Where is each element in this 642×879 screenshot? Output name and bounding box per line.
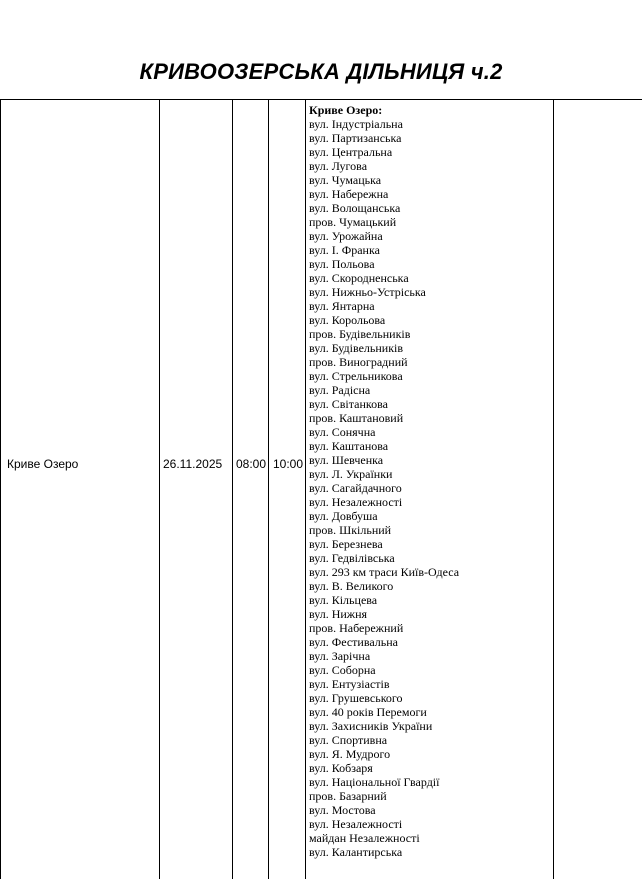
street-item: вул. Лугова [309, 159, 368, 173]
street-item: вул. 40 років Перемоги [309, 705, 427, 719]
street-item: вул. Сагайдачного [309, 481, 402, 495]
settlement-cell [0, 100, 160, 879]
street-item: вул. Стрельникова [309, 369, 403, 383]
start-time-cell [233, 100, 269, 879]
street-item: вул. Національної Гвардії [309, 775, 440, 789]
date-cell [160, 100, 233, 879]
street-item: пров. Чумацький [309, 215, 397, 229]
street-item: вул. І. Франка [309, 243, 380, 257]
street-item: вул. Спортивна [309, 733, 388, 747]
street-item: вул. Скородненська [309, 271, 409, 285]
schedule-table [0, 99, 642, 879]
street-item: вул. Калантирська [309, 845, 403, 859]
street-item: вул. Незалежності [309, 817, 403, 831]
street-item: пров. Шкільний [309, 523, 392, 537]
streets-list [309, 103, 553, 859]
street-item: вул. Захисників України [309, 719, 433, 733]
end-time: 10:00 [273, 457, 304, 471]
street-item: вул. Мостова [309, 803, 376, 817]
street-item: вул. В. Великого [309, 579, 394, 593]
street-item: вул. Шевченка [309, 453, 384, 467]
streets-heading: Криве Озеро: [309, 103, 383, 117]
street-item: вул. Л. Українки [309, 467, 393, 481]
streets-cell [306, 100, 554, 879]
street-item: пров. Набережний [309, 621, 404, 635]
street-item: вул. Незалежності [309, 495, 403, 509]
street-item: вул. Сонячна [309, 425, 376, 439]
street-item: вул. Радісна [309, 383, 371, 397]
outage-date: 26.11.2025 [163, 457, 223, 471]
street-item: вул. Березнева [309, 537, 383, 551]
street-item: вул. Центральна [309, 145, 393, 159]
street-item: пров. Базарний [309, 789, 387, 803]
street-item: вул. Зарічна [309, 649, 371, 663]
street-item: вул. Соборна [309, 663, 376, 677]
page-title: КРИВООЗЕРСЬКА ДІЛЬНИЦЯ ч.2 [139, 59, 503, 84]
street-item: пров. Будівельників [309, 327, 411, 341]
street-item: вул. Волощанська [309, 201, 401, 215]
street-item: вул. Грушевського [309, 691, 403, 705]
street-item: вул. 293 км траси Київ-Одеса [309, 565, 460, 579]
street-item: вул. Янтарна [309, 299, 375, 313]
end-time-cell [269, 100, 306, 879]
street-item: пров. Каштановий [309, 411, 404, 425]
street-item: вул. Кільцева [309, 593, 378, 607]
street-item: вул. Кобзаря [309, 761, 373, 775]
street-item: вул. Довбуша [309, 509, 378, 523]
street-item: вул. Польова [309, 257, 375, 271]
street-item: вул. Нижня [309, 607, 368, 621]
street-item: вул. Я. Мудрого [309, 747, 391, 761]
street-item: пров. Виноградний [309, 355, 408, 369]
start-time: 08:00 [236, 457, 267, 471]
street-item: вул. Корольова [309, 313, 386, 327]
street-item: вул. Набережна [309, 187, 389, 201]
street-item: вул. Будівельників [309, 341, 404, 355]
street-item: вул. Нижньо-Устріська [309, 285, 426, 299]
street-item: вул. Чумацька [309, 173, 382, 187]
street-item: майдан Незалежності [309, 831, 420, 845]
street-item: вул. Гедвілівська [309, 551, 395, 565]
street-item: вул. Ентузіастів [309, 677, 390, 691]
street-item: вул. Партизанська [309, 131, 402, 145]
street-item: вул. Урожайна [309, 229, 383, 243]
settlement-name: Криве Озеро [7, 457, 79, 471]
street-item: вул. Світанкова [309, 397, 388, 411]
street-item: вул. Фестивальна [309, 635, 398, 649]
street-item: вул. Каштанова [309, 439, 389, 453]
street-item: вул. Індустріальна [309, 117, 403, 131]
empty-cell [554, 100, 642, 879]
